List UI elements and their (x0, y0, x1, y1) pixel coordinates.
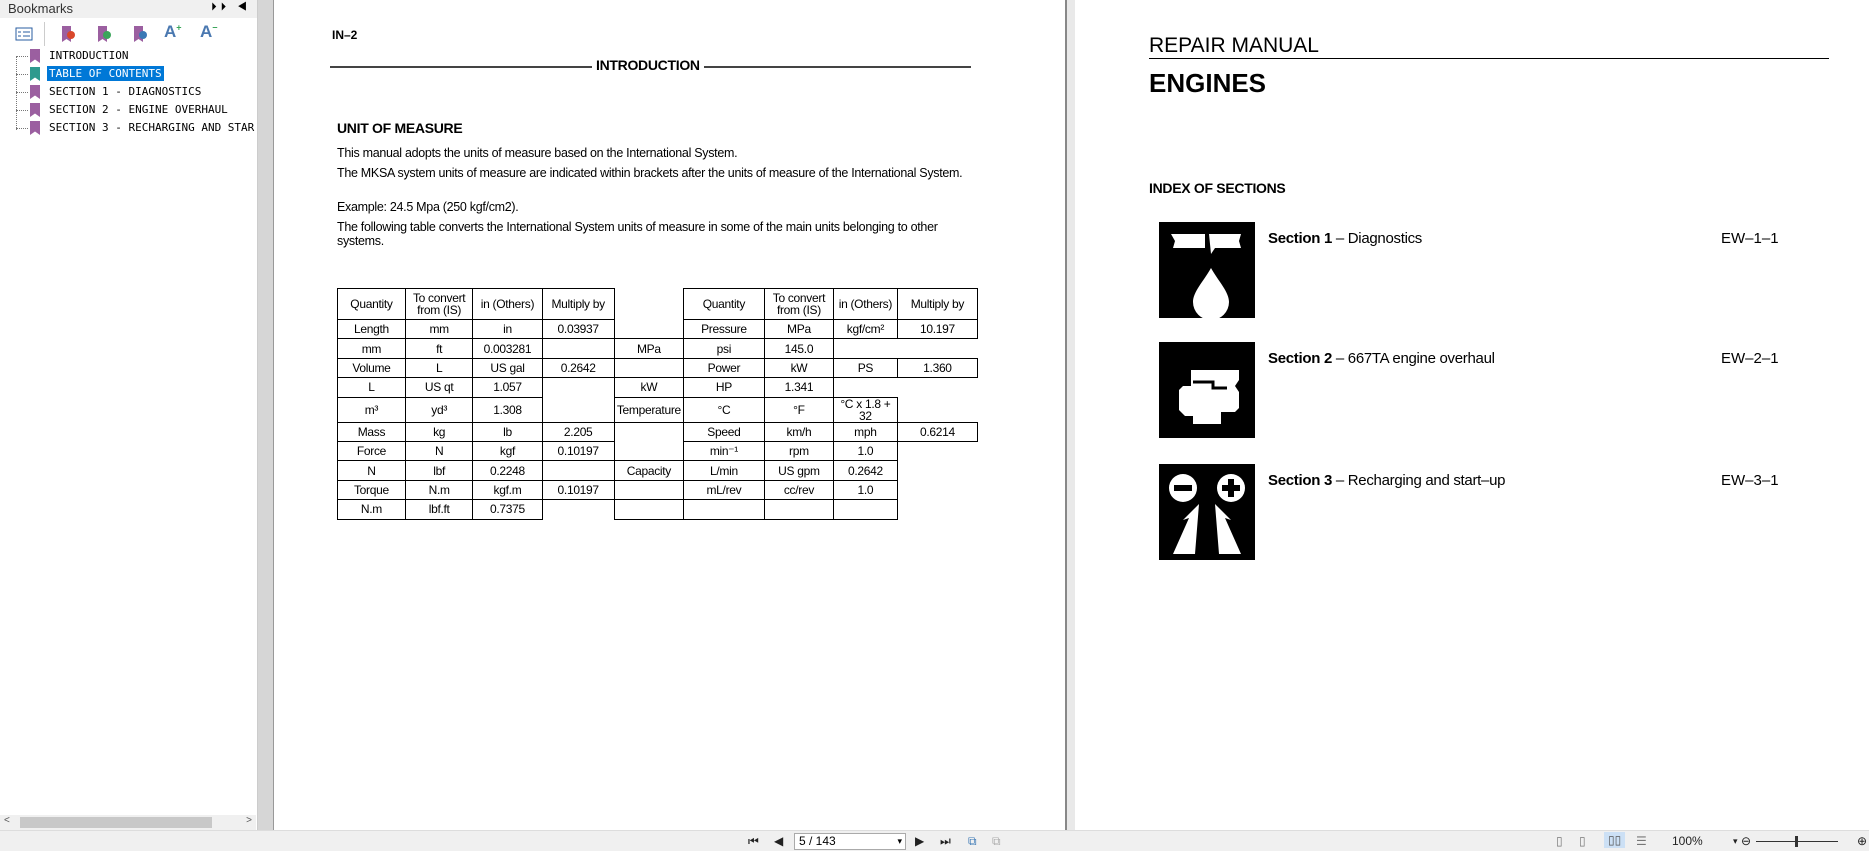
zoom-slider-thumb[interactable] (1795, 836, 1798, 847)
section-number: Section 1 (1268, 230, 1332, 247)
table-cell (833, 500, 897, 519)
increase-font-icon[interactable]: A+ (164, 22, 182, 41)
table-row (338, 378, 978, 397)
left-page (274, 0, 1065, 830)
column-header: in (Others) (833, 289, 897, 320)
quantity-cell: Power (683, 358, 764, 377)
table-cell: cc/rev (764, 480, 833, 499)
table-cell: kgf/cm² (833, 320, 897, 339)
table-cell: mph (833, 422, 897, 441)
tree-connector (16, 110, 28, 111)
bookmark-item[interactable] (16, 83, 256, 101)
column-header: To convert from (IS) (405, 289, 473, 320)
table-row (338, 358, 978, 377)
section-code: EW–1–1 (1721, 230, 1779, 247)
section-name: – 667TA engine overhaul (1332, 350, 1495, 367)
table-cell: 0.7375 (473, 500, 542, 519)
table-cell: 0.2642 (542, 358, 614, 377)
quantity-cell: Speed (683, 422, 764, 441)
table-cell: kgf (473, 441, 542, 460)
table-cell: US qt (405, 378, 473, 397)
quantity-cell: Mass (338, 422, 406, 441)
table-header-row (338, 289, 978, 320)
bookmark-item[interactable] (16, 47, 256, 65)
bookmark-icon (30, 103, 40, 117)
single-page-view-icon[interactable]: ▯ (1556, 834, 1563, 848)
quantity-cell: Volume (338, 358, 406, 377)
quantity-cell: Torque (338, 480, 406, 499)
paragraph: The MKSA system units of measure are indicated within brackets after the units of measure of the International System. (337, 166, 963, 180)
column-header: To convert from (IS) (764, 289, 833, 320)
zoom-in-icon[interactable]: ⊕ (1857, 834, 1868, 848)
table-cell: °C x 1.8 + 32 (833, 397, 897, 422)
table-cell: L/min (683, 461, 764, 480)
previous-page-button[interactable]: ◀ (774, 834, 784, 848)
last-page-button[interactable]: ⏭ (940, 834, 951, 848)
table-cell: N.m (405, 480, 473, 499)
table-row (338, 461, 978, 480)
table-cell: 1.0 (833, 480, 897, 499)
table-cell: 1.308 (473, 397, 542, 422)
table-cell: L (338, 378, 406, 397)
oil-drop-icon (1159, 222, 1255, 318)
table-cell: kW (614, 378, 683, 397)
manual-subtitle: ENGINES (1149, 68, 1267, 98)
table-cell: lbf (405, 461, 473, 480)
table-cell: mm (338, 339, 406, 358)
table-cell: kW (764, 358, 833, 377)
paragraph: The following table converts the International System units of measure in some of the main units belonging to other systems. (337, 220, 938, 248)
table-cell: 0.10197 (542, 441, 614, 460)
table-cell: psi (683, 339, 764, 358)
zoom-level[interactable]: 100% (1672, 834, 1703, 848)
bookmarks-toolbar (4, 22, 253, 46)
table-cell: m³ (338, 397, 406, 422)
table-cell: °F (764, 397, 833, 422)
continuous-view-icon[interactable]: ▯ (1579, 834, 1586, 848)
bookmark-label: SECTION 2 - ENGINE OVERHAUL (49, 103, 228, 116)
table-cell: kg (405, 422, 473, 441)
section-code: EW–3–1 (1721, 472, 1779, 489)
table-cell: lbf.ft (405, 500, 473, 519)
quantity-cell: Force (338, 441, 406, 460)
bookmark-label: SECTION 3 - RECHARGING AND STAR (49, 121, 255, 134)
section-code: EW–2–1 (1721, 350, 1779, 367)
bookmark-icon (30, 85, 40, 99)
horizontal-scrollbar[interactable]: < > (0, 815, 256, 830)
table-cell: °C (683, 397, 764, 422)
tree-connector (16, 92, 28, 93)
bookmark-icon (30, 121, 40, 135)
page-gap (1065, 0, 1075, 830)
table-row (338, 397, 978, 422)
bookmark-icon (30, 49, 40, 63)
page-id: IN–2 (332, 28, 358, 42)
table-row (338, 480, 978, 499)
column-header: Quantity (683, 289, 764, 320)
quantity-cell (614, 500, 683, 519)
quantity-cell: Pressure (683, 320, 764, 339)
table-row (338, 339, 978, 358)
column-header: in (Others) (473, 289, 542, 320)
table-cell: yd³ (405, 397, 473, 422)
table-cell: N (338, 461, 406, 480)
bookmark-label: SECTION 1 - DIAGNOSTICS (49, 85, 202, 98)
facing-view-icon[interactable]: ▯▯ (1604, 832, 1625, 848)
table-cell: ft (405, 339, 473, 358)
section-link[interactable] (1268, 230, 1422, 247)
bookmarks-title: Bookmarks (8, 1, 74, 16)
table-cell: min⁻¹ (683, 441, 764, 460)
table-cell: N (405, 441, 473, 460)
table-cell: in (473, 320, 542, 339)
manual-title: REPAIR MANUAL (1149, 34, 1319, 57)
table-row (338, 441, 978, 460)
table-cell: 0.10197 (542, 480, 614, 499)
page-number-input[interactable]: 5 / 143 ▾ (794, 833, 906, 850)
section-name: – Diagnostics (1332, 230, 1423, 247)
bookmark-item[interactable] (16, 65, 256, 83)
table-cell: mm (405, 320, 473, 339)
bookmarks-panel (0, 0, 258, 830)
table-cell: US gpm (764, 461, 833, 480)
next-view-icon[interactable]: ⧉ (992, 834, 1001, 848)
table-cell: 145.0 (764, 339, 833, 358)
section-name: – Recharging and start–up (1332, 472, 1506, 489)
expand-all-icon[interactable] (14, 24, 34, 44)
go-to-bookmark-icon[interactable] (130, 24, 150, 44)
table-cell: PS (833, 358, 897, 377)
tree-connector (16, 128, 28, 129)
first-page-button[interactable]: ⏮ (748, 834, 759, 848)
table-row (338, 500, 978, 519)
tree-connector (16, 74, 28, 75)
table-cell: N.m (338, 500, 406, 519)
table-cell: 1.341 (764, 378, 833, 397)
section-number: Section 2 (1268, 350, 1332, 367)
status-bar (0, 830, 1869, 851)
table-row (338, 320, 978, 339)
quantity-cell: Temperature (614, 397, 683, 422)
table-cell: 0.2642 (833, 461, 897, 480)
table-cell: 0.6214 (897, 422, 977, 441)
table-cell: 0.003281 (473, 339, 542, 358)
table-cell: mL/rev (683, 480, 764, 499)
table-cell: MPa (764, 320, 833, 339)
table-cell: 0.2248 (473, 461, 542, 480)
tree-connector (16, 56, 28, 57)
next-page-button[interactable]: ▶ (915, 834, 925, 848)
table-cell: 10.197 (897, 320, 977, 339)
column-header: Multiply by (897, 289, 977, 320)
table-cell: 1.0 (833, 441, 897, 460)
previous-view-icon[interactable]: ⧉ (968, 834, 977, 848)
bookmark-item[interactable] (16, 119, 256, 137)
table-cell: 0.03937 (542, 320, 614, 339)
section-number: Section 3 (1268, 472, 1332, 489)
section-link[interactable] (1268, 350, 1495, 367)
paragraph: Example: 24.5 Mpa (250 kgf/cm2). (337, 200, 519, 214)
bookmark-item[interactable] (16, 101, 256, 119)
continuous-facing-view-icon[interactable]: ☰ (1636, 834, 1647, 848)
table-cell: US gal (473, 358, 542, 377)
battery-terminals-icon (1159, 464, 1255, 560)
table-cell: HP (683, 378, 764, 397)
conversion-table (337, 288, 978, 520)
bookmarks-header (0, 0, 257, 18)
zoom-dropdown-icon[interactable]: ▾ (1733, 836, 1738, 846)
table-cell: 2.205 (542, 422, 614, 441)
table-row (338, 422, 978, 441)
delete-bookmark-icon[interactable] (58, 24, 78, 44)
column-header: Quantity (338, 289, 406, 320)
section-header: INTRODUCTION (592, 57, 704, 73)
add-bookmark-icon[interactable] (94, 24, 114, 44)
bookmark-label: INTRODUCTION (49, 49, 129, 62)
table-cell: km/h (764, 422, 833, 441)
table-cell: lb (473, 422, 542, 441)
table-cell: rpm (764, 441, 833, 460)
index-heading: INDEX OF SECTIONS (1149, 180, 1286, 196)
table-cell (764, 500, 833, 519)
engine-icon (1159, 342, 1255, 438)
column-header: Multiply by (542, 289, 614, 320)
table-cell (683, 500, 764, 519)
decrease-font-icon[interactable]: A− (200, 22, 218, 41)
table-cell: MPa (614, 339, 683, 358)
table-cell: kgf.m (473, 480, 542, 499)
table-cell: 1.360 (897, 358, 977, 377)
heading: UNIT OF MEASURE (337, 120, 463, 136)
page-number: 5 / 143 (799, 834, 836, 848)
bookmark-label: TABLE OF CONTENTS (49, 67, 162, 80)
panel-splitter[interactable] (258, 0, 274, 830)
paragraph: This manual adopts the units of measure based on the International System. (337, 146, 738, 160)
quantity-cell: Capacity (614, 461, 683, 480)
panel-controls[interactable]: ⏵⏵ ◀ (211, 1, 251, 13)
zoom-out-icon[interactable]: ⊖ (1741, 834, 1752, 848)
bookmark-icon (30, 67, 40, 81)
table-cell: L (405, 358, 473, 377)
table-cell: 1.057 (473, 378, 542, 397)
quantity-cell: Length (338, 320, 406, 339)
section-link[interactable] (1268, 472, 1505, 489)
